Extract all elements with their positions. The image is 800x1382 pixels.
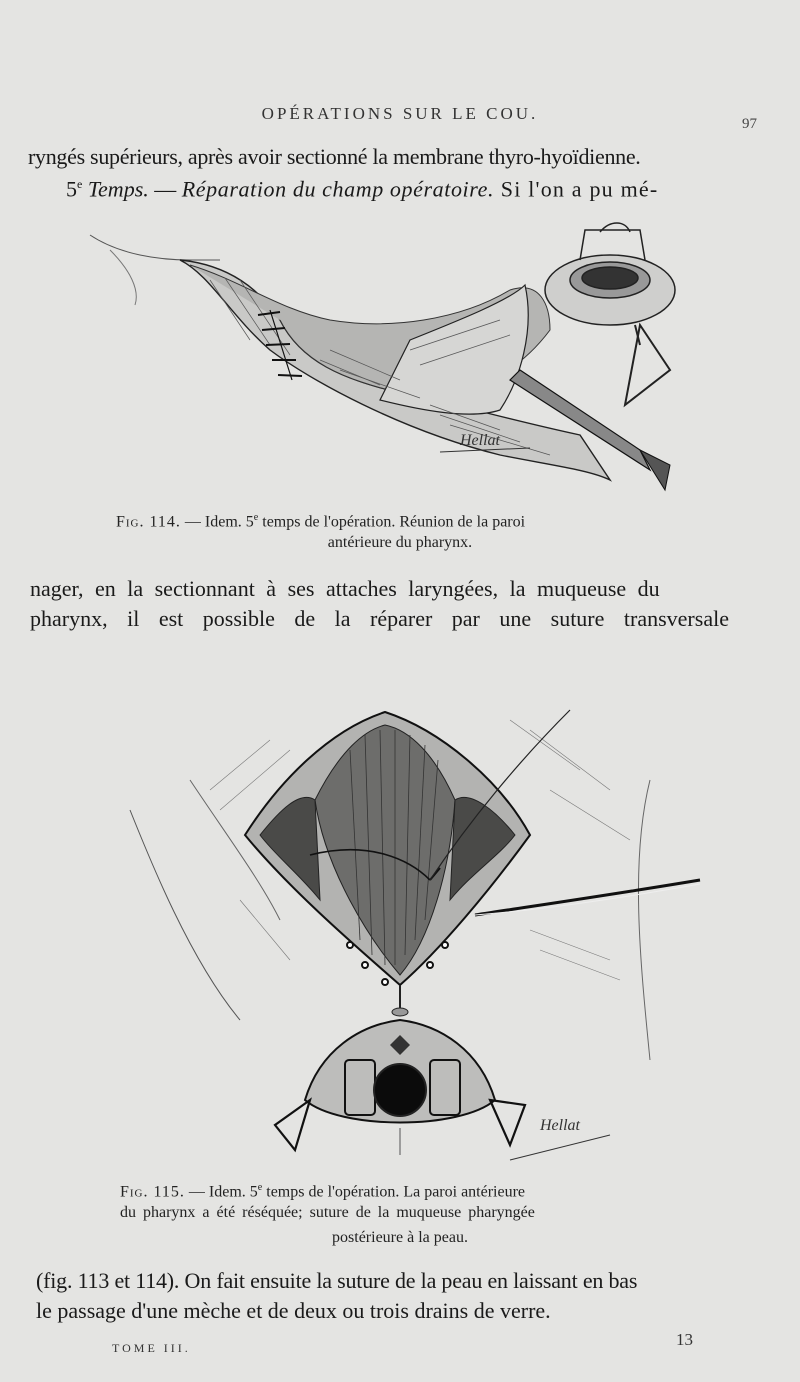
- body-line-2: [66, 178, 658, 200]
- figure-114-caption-b: temps de l'opération. Réunion de la paroi: [258, 513, 526, 531]
- body-line-6: le passage d'une mèche et de deux ou trois drains de verre.: [36, 1298, 551, 1323]
- body-line-3: nager, en la sectionnant à ses attaches laryngées, la muqueuse du: [30, 576, 660, 601]
- figure-115-caption-a: — Idem. 5: [184, 1183, 258, 1201]
- figure-115-label: Fig. 115.: [120, 1183, 185, 1201]
- figure-114-illustration: [80, 220, 710, 505]
- figure-115-caption-sup: e: [257, 1182, 263, 1193]
- step-number-sup: e: [77, 177, 83, 191]
- footer-signature-mark: 13: [676, 1330, 693, 1349]
- figure-114-caption-sup: e: [253, 512, 259, 523]
- step-title: Réparation du champ opératoire.: [181, 176, 495, 202]
- body-line-1: ryngés supérieurs, après avoir sectionné la membrane thyro-hyoïdienne.: [28, 144, 641, 169]
- figure-115-illustration: [110, 660, 710, 1170]
- running-title: OPÉRATIONS SUR LE COU.: [261, 104, 539, 123]
- figure-115-caption-b: temps de l'opération. La paroi antérieure: [262, 1183, 526, 1201]
- page-number: 97: [742, 116, 757, 132]
- step-number: 5: [66, 176, 77, 202]
- figure-114-label: Fig. 114.: [116, 513, 181, 531]
- figure-114-caption-a: — Idem. 5: [180, 513, 254, 531]
- figure-114-signature: Hellat: [460, 432, 500, 449]
- figure-115-signature: Hellat: [540, 1117, 580, 1134]
- step-dash: —: [148, 176, 182, 202]
- step-text: Si l'on a pu mé-: [494, 176, 659, 202]
- figure-114-caption-line2: antérieure du pharynx.: [327, 534, 473, 551]
- figure-115-caption-line2: du pharynx a été réséquée; suture de la muqueuse pharyngée: [120, 1204, 535, 1221]
- footer-volume: TOME III.: [112, 1341, 191, 1355]
- body-line-5: (fig. 113 et 114). On fait ensuite la suture de la peau en laissant en bas: [36, 1268, 638, 1293]
- figure-115-caption-line3: postérieure à la peau.: [332, 1229, 468, 1246]
- step-label: Temps.: [87, 176, 149, 202]
- body-line-4: pharynx, il est possible de la réparer par une suture transversale: [30, 606, 729, 631]
